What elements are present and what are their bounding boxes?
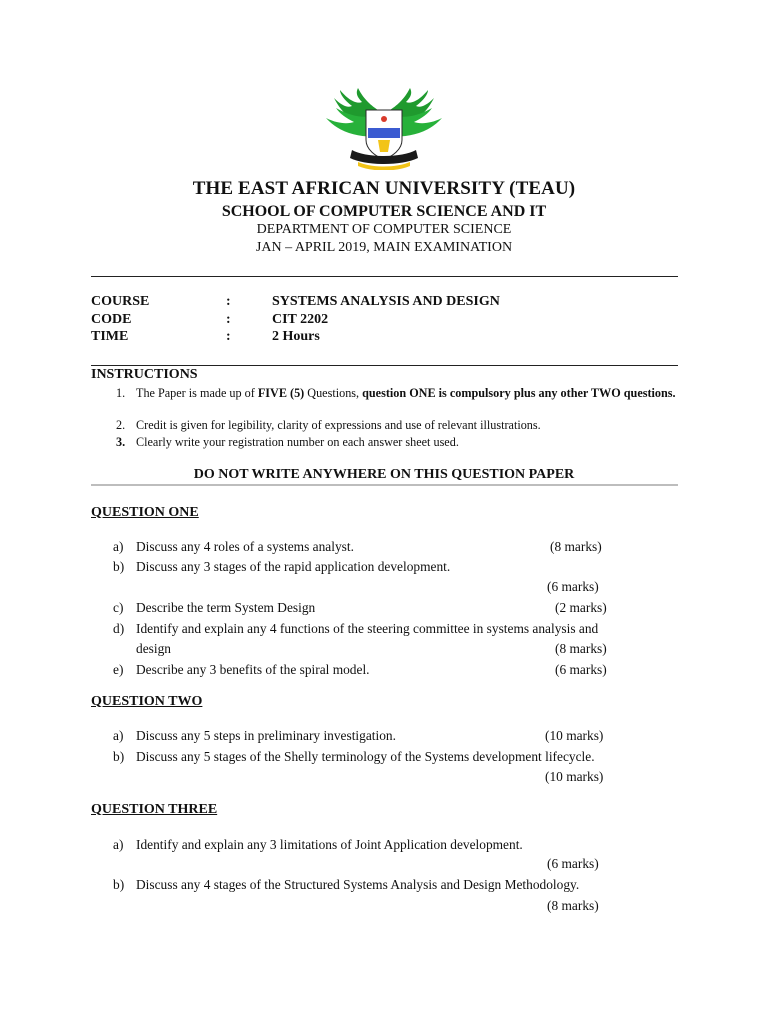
divider xyxy=(91,276,678,277)
school-title: SCHOOL OF COMPUTER SCIENCE AND IT xyxy=(221,203,547,220)
part-text: Discuss any 4 stages of the Structured Systems Analysis and Design Methodology. xyxy=(136,877,580,892)
part-letter: a) xyxy=(113,539,124,554)
instruction-text: Clearly write your registration number on each answer sheet used. xyxy=(136,435,459,449)
instruction-text xyxy=(136,385,676,401)
instruction-text-part: The Paper is made up of xyxy=(136,386,258,400)
part-text: Discuss any 5 stages of the Shelly terminology of the Systems development lifecycle. xyxy=(136,749,595,764)
question-part xyxy=(0,837,768,855)
part-marks: (8 marks) xyxy=(550,539,602,554)
part-marks: (10 marks) xyxy=(545,769,604,784)
instruction-bold-part: FIVE (5) xyxy=(257,386,305,400)
question-part xyxy=(0,539,768,557)
question-part xyxy=(0,621,768,639)
question-heading: QUESTION ONE xyxy=(91,505,199,520)
code-row xyxy=(0,312,768,330)
info-separator: : xyxy=(226,294,231,309)
instruction-item xyxy=(116,434,676,450)
part-text: Identify and explain any 3 limitations of Joint Application development. xyxy=(136,837,523,852)
university-title: THE EAST AFRICAN UNIVERSITY (TEAU) xyxy=(192,178,576,199)
part-text: Discuss any 3 stages of the rapid application development. xyxy=(136,559,451,574)
part-letter: b) xyxy=(113,749,125,764)
question-part xyxy=(0,662,768,680)
info-separator: : xyxy=(226,329,231,344)
part-text: Discuss any 4 roles of a systems analyst. xyxy=(136,539,354,554)
info-separator: : xyxy=(226,312,231,327)
question-part xyxy=(0,749,768,767)
divider xyxy=(91,365,678,366)
part-text: design xyxy=(136,641,171,656)
info-value: 2 Hours xyxy=(272,329,320,344)
part-text: Identify and explain any 4 functions of the steering committee in systems analysis and xyxy=(136,621,599,636)
part-marks: (10 marks) xyxy=(545,728,604,743)
divider xyxy=(91,484,678,486)
question-heading: QUESTION TWO xyxy=(91,694,203,709)
time-row xyxy=(0,329,768,347)
part-marks: (6 marks) xyxy=(555,662,607,677)
part-letter: a) xyxy=(113,837,124,852)
part-text: Discuss any 5 steps in preliminary investigation. xyxy=(136,728,396,743)
part-letter: a) xyxy=(113,728,124,743)
part-text: Describe any 3 benefits of the spiral model. xyxy=(136,662,370,677)
instruction-number: 3. xyxy=(116,435,126,449)
exam-session: JAN – APRIL 2019, MAIN EXAMINATION xyxy=(255,240,513,255)
part-marks: (6 marks) xyxy=(547,579,599,594)
info-label: COURSE xyxy=(91,294,150,309)
part-letter: b) xyxy=(113,559,125,574)
instruction-number: 1. xyxy=(116,386,126,400)
part-marks: (8 marks) xyxy=(547,898,599,913)
university-logo xyxy=(322,88,446,170)
question-part-continuation xyxy=(0,641,768,659)
question-part xyxy=(0,877,768,895)
part-marks: (2 marks) xyxy=(555,600,607,615)
warning-notice: DO NOT WRITE ANYWHERE ON THIS QUESTION PAPER xyxy=(193,467,575,482)
question-part xyxy=(0,559,768,577)
part-letter: b) xyxy=(113,877,125,892)
question-part xyxy=(0,600,768,618)
instruction-item xyxy=(116,417,676,433)
instruction-number: 2. xyxy=(116,418,126,432)
info-label: CODE xyxy=(91,312,132,327)
instruction-item xyxy=(116,385,676,417)
info-value: CIT 2202 xyxy=(272,312,329,327)
course-row xyxy=(0,294,768,312)
part-letter: c) xyxy=(113,600,124,615)
instruction-bold-part: question ONE is compulsory plus any other TWO questions. xyxy=(362,386,676,400)
part-letter: d) xyxy=(113,621,125,636)
department-title: DEPARTMENT OF COMPUTER SCIENCE xyxy=(256,222,512,237)
part-text: Describe the term System Design xyxy=(136,600,316,615)
part-letter: e) xyxy=(113,662,124,677)
part-marks: (8 marks) xyxy=(555,641,607,656)
question-heading: QUESTION THREE xyxy=(91,802,218,817)
question-part xyxy=(0,728,768,746)
part-marks: (6 marks) xyxy=(547,856,599,871)
info-value: SYSTEMS ANALYSIS AND DESIGN xyxy=(272,294,500,309)
instruction-text: Credit is given for legibility, clarity of expressions and use of relevant illustrations. xyxy=(136,418,541,432)
info-label: TIME xyxy=(91,329,129,344)
instruction-text-part: Questions, xyxy=(304,386,363,400)
instructions-heading: INSTRUCTIONS xyxy=(91,367,198,382)
